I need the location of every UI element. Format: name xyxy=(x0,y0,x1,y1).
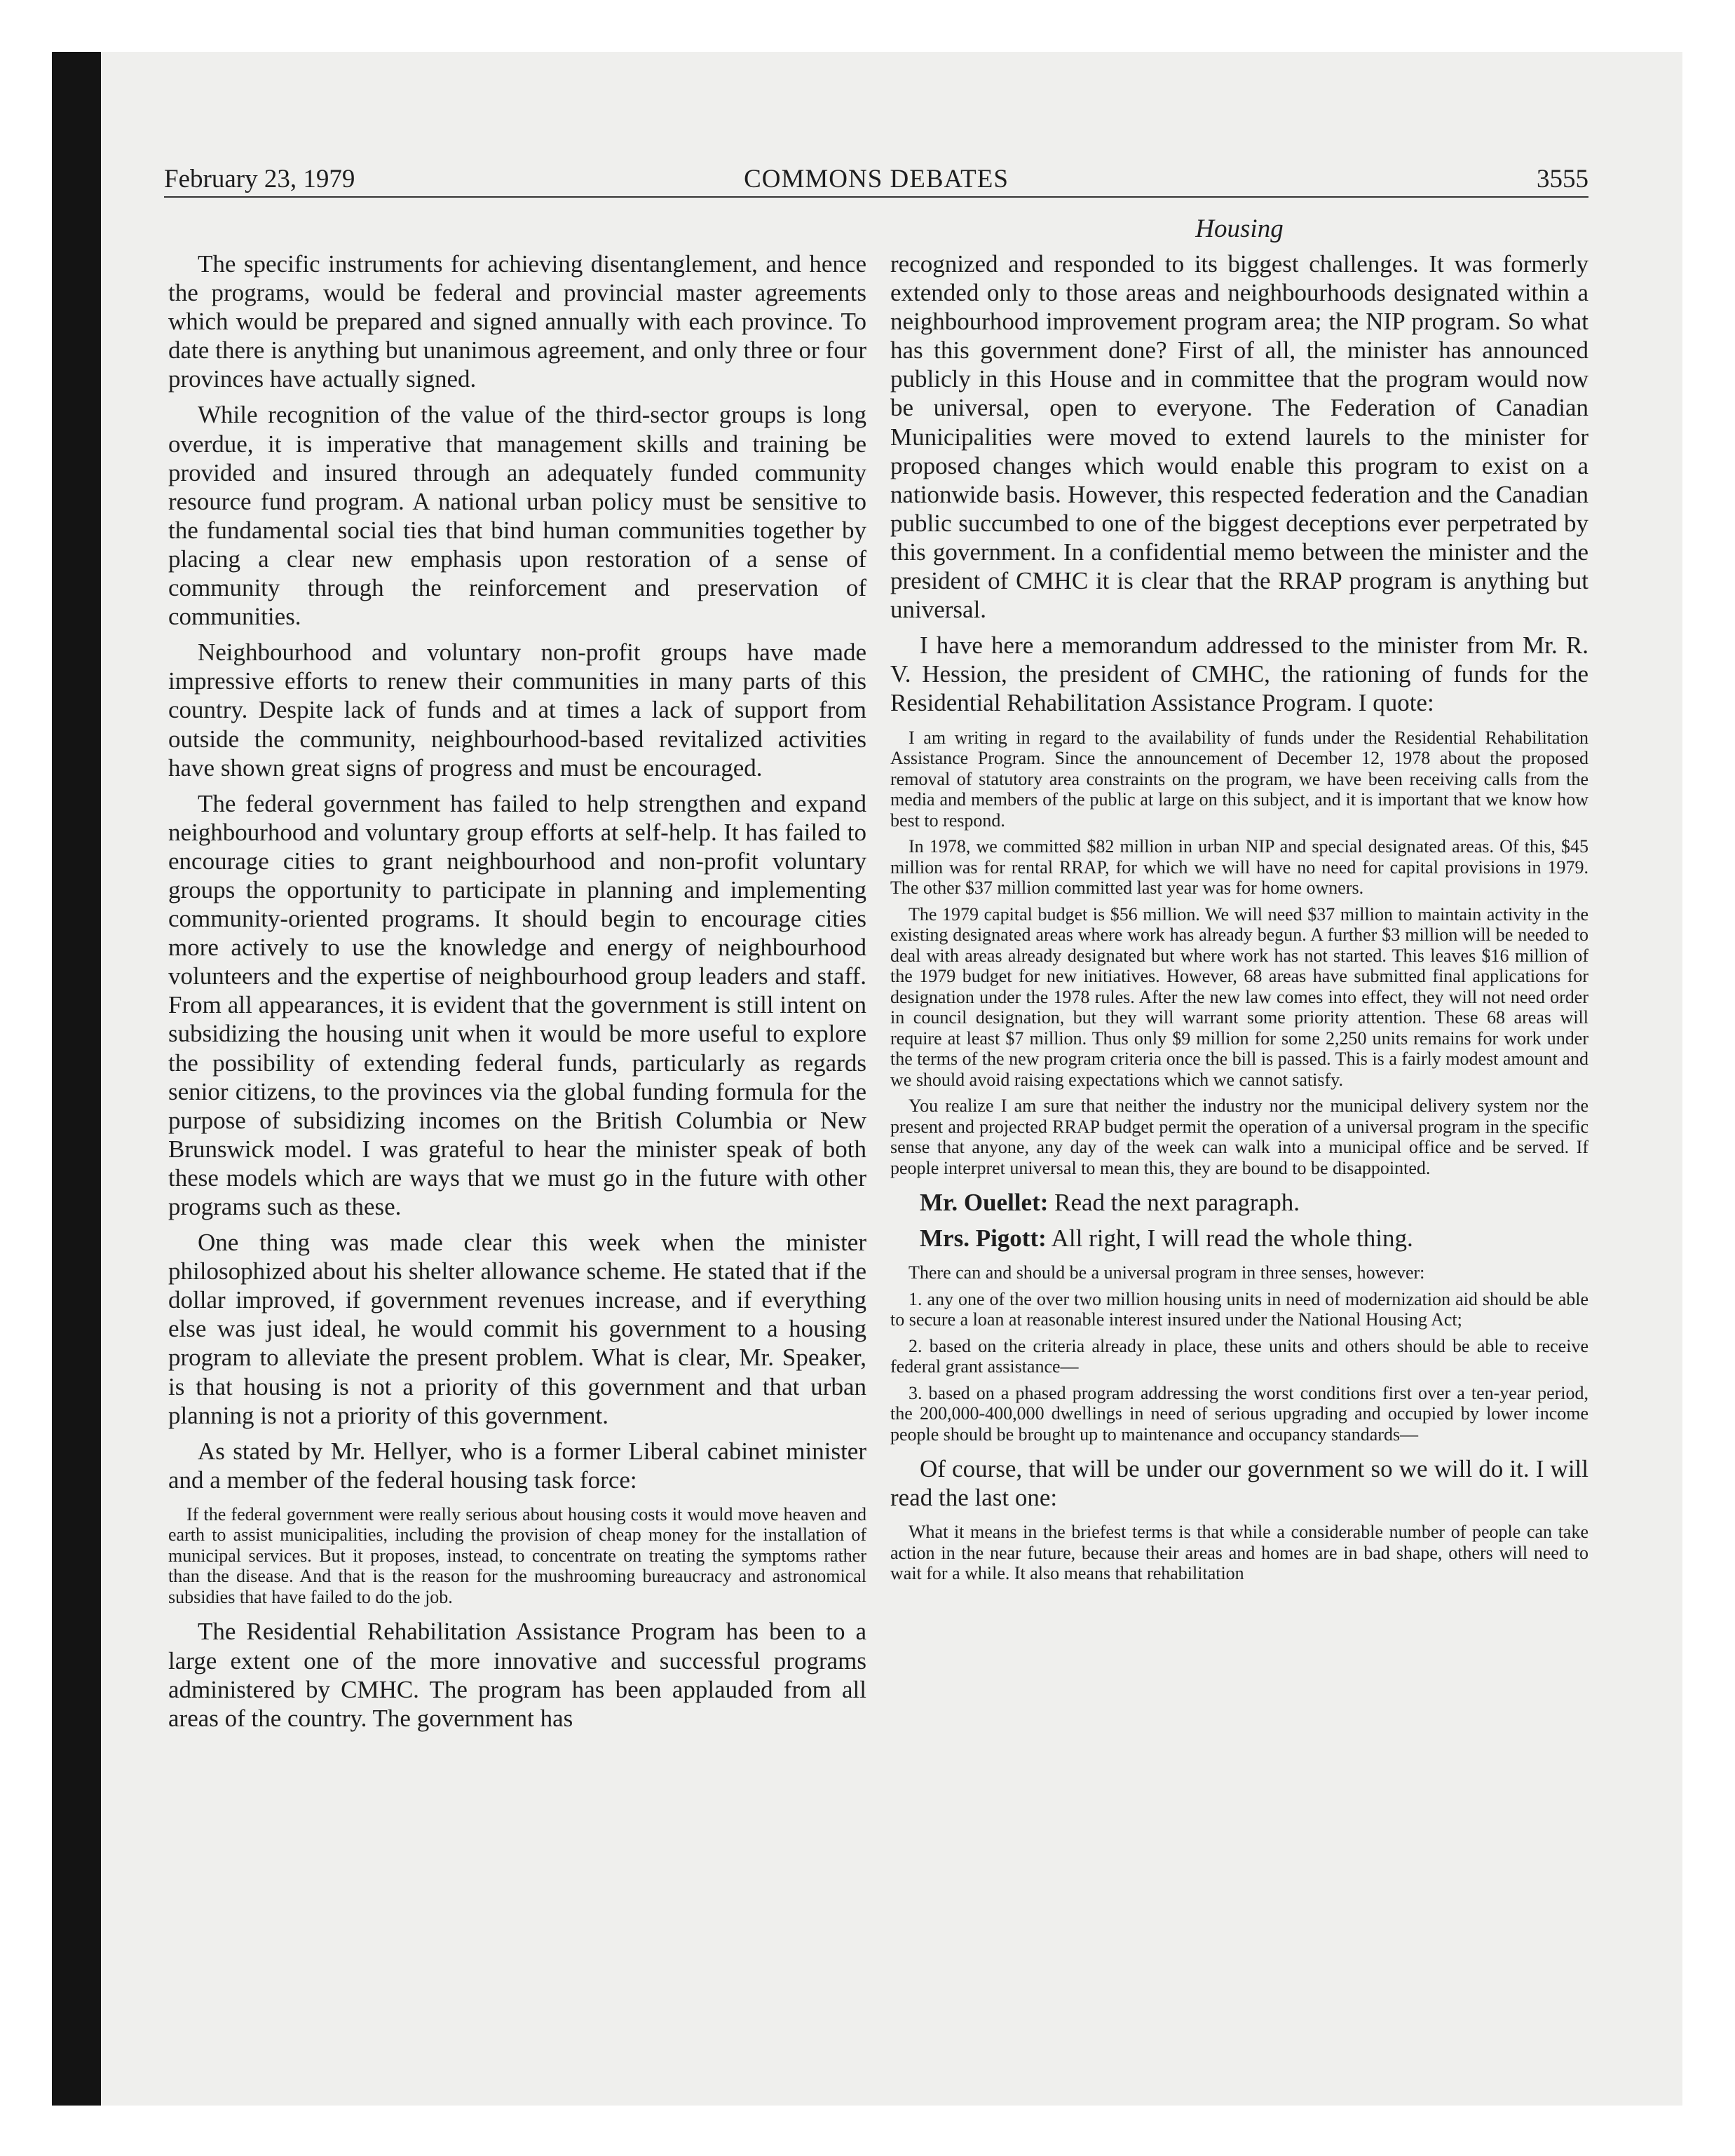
right-column xyxy=(890,250,1588,1584)
section-title: Housing xyxy=(1195,214,1284,243)
scan-border-edge xyxy=(52,52,101,2106)
quote-paragraph: The 1979 capital budget is $56 million. We will need $37 million to maintain activity in the existing designated areas where work has already begun. A further $3 million will be needed to deal with areas already designated but where work has not started. This leaves $16 million of the 1979 budget for new initiatives. However, 68 areas have submitted final applications for designation under the 1978 rules. After the new law comes into effect, they will not need order in council designation, but they will warrant some priority attention. These 68 areas will require at least $7 million. Thus only $9 million for some 2,250 units remains for work under the terms of the new program criteria once the bill is passed. This is a fairly modest amount and we should avoid raising expectations which we cannot satisfy. xyxy=(890,903,1588,1090)
quote-paragraph: 2. based on the criteria already in place, these units and others should be able to receive federal grant assistance— xyxy=(890,1335,1588,1377)
paragraph: Neighbourhood and voluntary non-profit groups have made impressive efforts to renew their communities in many parts of this country. Despite lack of funds and at times a lack of support from outside the community, neighbourhood-based revitalized activities have shown great signs of progress and must be encouraged. xyxy=(168,639,866,782)
paragraph: The federal government has failed to help strengthen and expand neighbourhood and voluntary group efforts at self-help. It has failed to encourage cities to grant neighbourhood and non-profit voluntary groups the opportunity to participate in planning and implementing community-oriented programs. It should begin to encourage cities more actively to use the knowledge and energy of neighbourhood volunteers and the expertise of neighbourhood group leaders and staff. From all appearances, it is evident that the government is still intent on subsidizing the housing unit when it would be more useful to explore the possibility of extending federal funds, particularly as regards senior citizens, to the provinces via the global funding formula for the purpose of subsidizing incomes on the British Columbia or New Brunswick model. I was grateful to hear the minister speak of both these models which are ways that we must go in the future with other programs such as these. xyxy=(168,789,866,1220)
paragraph: One thing was made clear this week when the minister philosophized about his shelter allowance scheme. He stated that if the dollar improved, if government revenues increase, and if everything else was just ideal, he would commit his government to a housing program to alleviate the present problem. What is clear, Mr. Speaker, is that housing is not a priority of this government and that urban planning is not a priority of this government. xyxy=(168,1229,866,1429)
header-title: COMMONS DEBATES xyxy=(744,165,1009,193)
speaker-name: Mr. Ouellet: xyxy=(920,1189,1049,1216)
quote-paragraph: If the federal government were really serious about housing costs it would move heaven and earth to assist municipalities, including the provision of cheap money for the installation of municipal services. But it proposes, instead, to concentrate on treating the symptoms rather than the disease. And that is the reason for the mushrooming bureaucracy and astronomical subsidies that have failed to do the job. xyxy=(168,1503,866,1607)
quote-paragraph: What it means in the briefest terms is that while a considerable number of people can take action in the near future, because their areas and homes are in bad shape, others will need to wait for a while. It also means that rehabilitation xyxy=(890,1522,1588,1584)
paragraph: recognized and responded to its biggest challenges. It was formerly extended only to those areas and neighbourhoods designated within a neighbourhood improvement program area; the NIP program. So what has this government done? First of all, the minister has announced publicly in this House and in committee that the program would now be universal, open to everyone. The Federation of Canadian Municipalities were moved to extend laurels to the minister for proposed changes which would enable this program to exist on a nationwide basis. However, this respected federation and the Canadian public succumbed to one of the biggest deceptions ever perpetrated by this government. In a confidential memo between the minister and the president of CMHC it is clear that the RRAP program is anything but universal. xyxy=(890,250,1588,624)
quote-paragraph: 1. any one of the over two million housing units in need of modernization aid should be able to secure a loan at reasonable interest insured under the National Housing Act; xyxy=(890,1288,1588,1330)
speaker-exchange xyxy=(890,1224,1588,1253)
memo-quote xyxy=(890,1522,1588,1584)
quote-paragraph: I am writing in regard to the availability of funds under the Residential Rehabilitation Assistance Program. Since the announcement of December 12, 1978 about the proposed removal of statutory area constraints on the program, we have been receiving calls from the media and members of the public at large on this subject, and it is important that we know how best to respond. xyxy=(890,727,1588,831)
memo-quote xyxy=(890,728,1588,1179)
paragraph: The Residential Rehabilitation Assistance Program has been to a large extent one of the more innovative and successful programs administered by CMHC. The program has been applauded from all areas of the country. The government has xyxy=(168,1618,866,1732)
quote-paragraph: There can and should be a universal program in three senses, however: xyxy=(909,1262,1425,1283)
left-column xyxy=(168,250,866,1733)
speaker-exchange xyxy=(890,1188,1588,1217)
paragraph: The specific instruments for achieving disentanglement, and hence the programs, would be federal and provincial master agreements which would be prepared and signed annually with each province. To date there is anything but unanimous agreement, and only three or four provinces have actually signed. xyxy=(168,250,866,393)
quote-paragraph: In 1978, we committed $82 million in urban NIP and special designated areas. Of this, $45 million was for rental RRAP, for which we will have no need for capital provisions in 1979. The other $37 million committed last year was for home owners. xyxy=(890,836,1588,898)
paragraph: While recognition of the value of the third-sector groups is long overdue, it is imperative that management skills and training be provided and insured through an adequately funded community resource fund program. A national urban policy must be sensitive to the fundamental social ties that bind human communities together by placing a clear new emphasis upon restoration of a sense of community through the reinforcement and preservation of communities. xyxy=(168,401,866,631)
page-header xyxy=(164,160,1588,199)
speaker-text: Read the next paragraph. xyxy=(1054,1189,1300,1216)
paragraph: As stated by Mr. Hellyer, who is a former Liberal cabinet minister and a member of the federal housing task force: xyxy=(168,1437,866,1494)
speaker-name: Mrs. Pigott: xyxy=(920,1224,1047,1253)
header-page-number: 3555 xyxy=(1537,165,1588,193)
quote-paragraph: 3. based on a phased program addressing the worst conditions first over a ten-year period, the 200,000-400,000 dwellings in need of serious upgrading and occupied by lower income people should be brought up to maintenance and occupancy standards— xyxy=(890,1382,1588,1445)
quote-paragraph: You realize I am sure that neither the industry nor the municipal delivery system nor the present and projected RRAP budget permit the operation of a universal program in the specific sense that anyone, any day of the week can walk into a municipal office and be served. If people interpret universal to mean this, they are bound to be disappointed. xyxy=(890,1096,1588,1178)
header-rule xyxy=(164,196,1588,198)
speaker-text: All right, I will read the whole thing. xyxy=(1051,1224,1413,1253)
paragraph: Of course, that will be under our government so we will do it. I will read the last one: xyxy=(890,1455,1588,1512)
header-date: February 23, 1979 xyxy=(164,165,355,193)
paragraph: I have here a memorandum addressed to the minister from Mr. R. V. Hession, the president of CMHC, the rationing of funds for the Residential Rehabilitation Assistance Program. I quote: xyxy=(890,632,1588,717)
memo-quote xyxy=(890,1262,1588,1445)
block-quote xyxy=(168,1504,866,1608)
